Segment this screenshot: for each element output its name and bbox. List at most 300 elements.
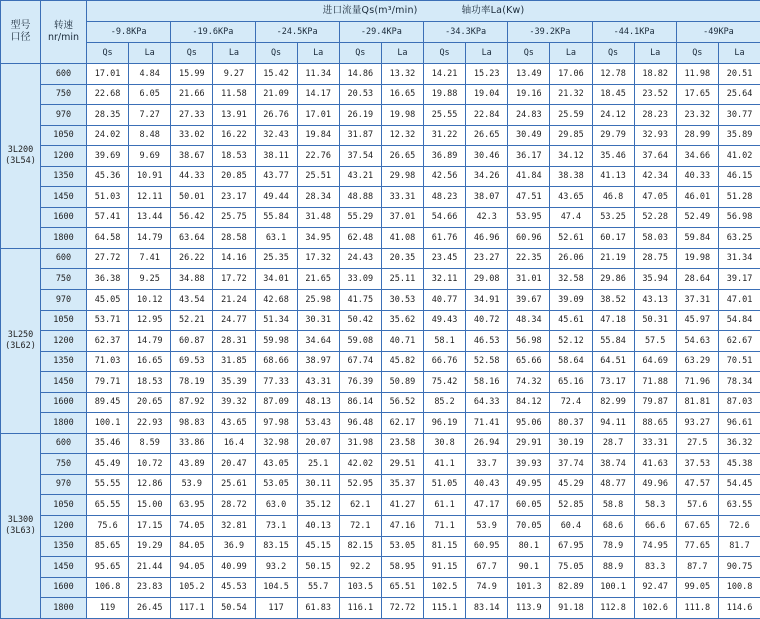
la-value-cell: 71.88 bbox=[634, 372, 676, 393]
la-value-cell: 50.89 bbox=[381, 372, 423, 393]
qs-value-cell: 29.79 bbox=[592, 125, 634, 146]
la-value-cell: 9.27 bbox=[213, 64, 255, 85]
la-value-cell: 31.48 bbox=[297, 207, 339, 228]
qs-value-cell: 53.9 bbox=[171, 474, 213, 495]
qs-value-cell: 41.84 bbox=[508, 166, 550, 187]
table-row bbox=[1, 228, 760, 249]
la-value-cell: 47.05 bbox=[634, 187, 676, 208]
qs-value-cell: 47.51 bbox=[508, 187, 550, 208]
qs-value-cell: 50.42 bbox=[339, 310, 381, 331]
qs-value-cell: 79.71 bbox=[87, 372, 129, 393]
la-value-cell: 74.9 bbox=[466, 577, 508, 598]
table-row bbox=[1, 146, 760, 167]
speed-column-header: 转速 nr/min bbox=[41, 1, 87, 64]
qs-value-cell: 36.89 bbox=[424, 146, 466, 167]
la-value-cell: 36.9 bbox=[213, 536, 255, 557]
qs-value-cell: 30.49 bbox=[508, 125, 550, 146]
table-row bbox=[1, 125, 760, 146]
la-value-cell: 72.6 bbox=[718, 516, 760, 537]
qs-subheader: Qs bbox=[255, 43, 297, 64]
qs-value-cell: 47.18 bbox=[592, 310, 634, 331]
qs-value-cell: 99.05 bbox=[676, 577, 718, 598]
qs-value-cell: 73.17 bbox=[592, 372, 634, 393]
la-value-cell: 29.98 bbox=[381, 166, 423, 187]
la-value-cell: 64.69 bbox=[634, 351, 676, 372]
qs-value-cell: 37.53 bbox=[676, 454, 718, 475]
qs-value-cell: 60.05 bbox=[508, 495, 550, 516]
la-value-cell: 102.6 bbox=[634, 598, 676, 619]
la-value-cell: 40.43 bbox=[466, 474, 508, 495]
qs-value-cell: 34.01 bbox=[255, 269, 297, 290]
qs-value-cell: 53.05 bbox=[255, 474, 297, 495]
qs-value-cell: 72.1 bbox=[339, 516, 381, 537]
qs-value-cell: 71.1 bbox=[424, 516, 466, 537]
la-value-cell: 64.33 bbox=[466, 392, 508, 413]
qs-value-cell: 98.83 bbox=[171, 413, 213, 434]
qs-value-cell: 40.77 bbox=[424, 290, 466, 311]
la-value-cell: 25.64 bbox=[718, 84, 760, 105]
la-value-cell: 28.23 bbox=[634, 105, 676, 126]
qs-value-cell: 44.33 bbox=[171, 166, 213, 187]
table-row bbox=[1, 474, 760, 495]
la-value-cell: 81.7 bbox=[718, 536, 760, 557]
la-value-cell: 25.1 bbox=[297, 454, 339, 475]
la-subheader: La bbox=[466, 43, 508, 64]
qs-value-cell: 78.19 bbox=[171, 372, 213, 393]
qs-value-cell: 91.15 bbox=[424, 557, 466, 578]
la-value-cell: 45.53 bbox=[213, 577, 255, 598]
qs-value-cell: 89.45 bbox=[87, 392, 129, 413]
pressure-header-row bbox=[1, 22, 760, 43]
qs-value-cell: 54.63 bbox=[676, 331, 718, 352]
la-value-cell: 30.46 bbox=[466, 146, 508, 167]
la-value-cell: 14.79 bbox=[129, 228, 171, 249]
qs-value-cell: 71.03 bbox=[87, 351, 129, 372]
qs-value-cell: 32.43 bbox=[255, 125, 297, 146]
speed-cell: 750 bbox=[41, 454, 87, 475]
la-value-cell: 58.03 bbox=[634, 228, 676, 249]
qs-value-cell: 63.29 bbox=[676, 351, 718, 372]
la-value-cell: 32.81 bbox=[213, 516, 255, 537]
la-value-cell: 10.72 bbox=[129, 454, 171, 475]
la-subheader: La bbox=[129, 43, 171, 64]
qs-value-cell: 103.5 bbox=[339, 577, 381, 598]
la-value-cell: 41.63 bbox=[634, 454, 676, 475]
qs-value-cell: 38.52 bbox=[592, 290, 634, 311]
la-value-cell: 47.4 bbox=[550, 207, 592, 228]
qs-value-cell: 24.12 bbox=[592, 105, 634, 126]
qs-value-cell: 15.42 bbox=[255, 64, 297, 85]
la-value-cell: 11.34 bbox=[297, 64, 339, 85]
la-value-cell: 14.16 bbox=[213, 248, 255, 269]
la-value-cell: 53.9 bbox=[466, 516, 508, 537]
la-value-cell: 39.17 bbox=[718, 269, 760, 290]
qs-value-cell: 59.84 bbox=[676, 228, 718, 249]
qs-value-cell: 35.46 bbox=[87, 433, 129, 454]
la-value-cell: 8.48 bbox=[129, 125, 171, 146]
qs-value-cell: 64.58 bbox=[87, 228, 129, 249]
qs-value-cell: 96.19 bbox=[424, 413, 466, 434]
la-value-cell: 52.28 bbox=[634, 207, 676, 228]
qs-value-cell: 40.33 bbox=[676, 166, 718, 187]
qs-value-cell: 113.9 bbox=[508, 598, 550, 619]
la-value-cell: 10.12 bbox=[129, 290, 171, 311]
la-value-cell: 12.86 bbox=[129, 474, 171, 495]
la-value-cell: 82.89 bbox=[550, 577, 592, 598]
subheader-row bbox=[1, 43, 760, 64]
la-value-cell: 47.01 bbox=[718, 290, 760, 311]
la-value-cell: 26.65 bbox=[466, 125, 508, 146]
la-value-cell: 62.17 bbox=[381, 413, 423, 434]
qs-value-cell: 26.19 bbox=[339, 105, 381, 126]
qs-value-cell: 60.17 bbox=[592, 228, 634, 249]
qs-value-cell: 27.5 bbox=[676, 433, 718, 454]
la-value-cell: 21.24 bbox=[213, 290, 255, 311]
qs-value-cell: 68.66 bbox=[255, 351, 297, 372]
la-value-cell: 19.29 bbox=[129, 536, 171, 557]
la-value-cell: 8.59 bbox=[129, 433, 171, 454]
la-value-cell: 45.29 bbox=[550, 474, 592, 495]
table-row bbox=[1, 64, 760, 85]
la-value-cell: 23.27 bbox=[466, 248, 508, 269]
la-value-cell: 28.58 bbox=[213, 228, 255, 249]
qs-value-cell: 41.75 bbox=[339, 290, 381, 311]
speed-cell: 600 bbox=[41, 433, 87, 454]
qs-value-cell: 20.53 bbox=[339, 84, 381, 105]
speed-cell: 1600 bbox=[41, 392, 87, 413]
qs-value-cell: 57.41 bbox=[87, 207, 129, 228]
qs-value-cell: 69.53 bbox=[171, 351, 213, 372]
qs-value-cell: 93.2 bbox=[255, 557, 297, 578]
qs-value-cell: 96.48 bbox=[339, 413, 381, 434]
qs-value-cell: 87.7 bbox=[676, 557, 718, 578]
qs-value-cell: 52.49 bbox=[676, 207, 718, 228]
table-row bbox=[1, 454, 760, 475]
la-value-cell: 100.8 bbox=[718, 577, 760, 598]
qs-subheader: Qs bbox=[171, 43, 213, 64]
qs-value-cell: 70.05 bbox=[508, 516, 550, 537]
model-cell: 3L200 (3L54) bbox=[1, 64, 41, 249]
la-value-cell: 18.53 bbox=[213, 146, 255, 167]
qs-value-cell: 58.1 bbox=[424, 331, 466, 352]
la-value-cell: 16.65 bbox=[129, 351, 171, 372]
qs-value-cell: 61.1 bbox=[424, 495, 466, 516]
qs-value-cell: 48.77 bbox=[592, 474, 634, 495]
qs-value-cell: 17.65 bbox=[676, 84, 718, 105]
la-value-cell: 22.76 bbox=[297, 146, 339, 167]
speed-cell: 1600 bbox=[41, 577, 87, 598]
la-value-cell: 24.77 bbox=[213, 310, 255, 331]
speed-cell: 1350 bbox=[41, 166, 87, 187]
speed-cell: 600 bbox=[41, 248, 87, 269]
qs-value-cell: 104.5 bbox=[255, 577, 297, 598]
qs-value-cell: 13.49 bbox=[508, 64, 550, 85]
la-value-cell: 41.02 bbox=[718, 146, 760, 167]
speed-cell: 1600 bbox=[41, 207, 87, 228]
la-value-cell: 12.32 bbox=[381, 125, 423, 146]
la-value-cell: 13.91 bbox=[213, 105, 255, 126]
qs-value-cell: 56.42 bbox=[171, 207, 213, 228]
la-value-cell: 38.07 bbox=[466, 187, 508, 208]
la-value-cell: 33.31 bbox=[381, 187, 423, 208]
la-value-cell: 41.27 bbox=[381, 495, 423, 516]
la-value-cell: 20.85 bbox=[213, 166, 255, 187]
la-value-cell: 114.6 bbox=[718, 598, 760, 619]
la-value-cell: 45.61 bbox=[550, 310, 592, 331]
qs-value-cell: 30.8 bbox=[424, 433, 466, 454]
la-value-cell: 26.94 bbox=[466, 433, 508, 454]
speed-cell: 1050 bbox=[41, 495, 87, 516]
qs-value-cell: 23.32 bbox=[676, 105, 718, 126]
qs-value-cell: 80.1 bbox=[508, 536, 550, 557]
qs-value-cell: 64.51 bbox=[592, 351, 634, 372]
qs-value-cell: 50.01 bbox=[171, 187, 213, 208]
la-value-cell: 43.31 bbox=[297, 372, 339, 393]
la-value-cell: 43.65 bbox=[550, 187, 592, 208]
qs-value-cell: 52.21 bbox=[171, 310, 213, 331]
la-value-cell: 52.12 bbox=[550, 331, 592, 352]
la-value-cell: 52.85 bbox=[550, 495, 592, 516]
table-row bbox=[1, 598, 760, 619]
la-value-cell: 34.12 bbox=[550, 146, 592, 167]
table-row bbox=[1, 207, 760, 228]
la-value-cell: 74.95 bbox=[634, 536, 676, 557]
qs-value-cell: 56.98 bbox=[508, 331, 550, 352]
la-value-cell: 37.64 bbox=[634, 146, 676, 167]
la-value-cell: 72.4 bbox=[550, 392, 592, 413]
table-row bbox=[1, 248, 760, 269]
qs-value-cell: 49.95 bbox=[508, 474, 550, 495]
la-subheader: La bbox=[634, 43, 676, 64]
qs-value-cell: 47.57 bbox=[676, 474, 718, 495]
la-value-cell: 45.38 bbox=[718, 454, 760, 475]
la-value-cell: 53.43 bbox=[297, 413, 339, 434]
qs-value-cell: 87.92 bbox=[171, 392, 213, 413]
qs-value-cell: 43.21 bbox=[339, 166, 381, 187]
la-value-cell: 42.34 bbox=[634, 166, 676, 187]
la-value-cell: 60.95 bbox=[466, 536, 508, 557]
la-value-cell: 17.06 bbox=[550, 64, 592, 85]
la-value-cell: 21.65 bbox=[297, 269, 339, 290]
la-value-cell: 21.32 bbox=[550, 84, 592, 105]
speed-cell: 1200 bbox=[41, 331, 87, 352]
la-value-cell: 83.3 bbox=[634, 557, 676, 578]
qs-value-cell: 41.1 bbox=[424, 454, 466, 475]
qs-value-cell: 60.96 bbox=[508, 228, 550, 249]
qs-value-cell: 11.98 bbox=[676, 64, 718, 85]
la-value-cell: 71.41 bbox=[466, 413, 508, 434]
qs-value-cell: 21.19 bbox=[592, 248, 634, 269]
qs-value-cell: 21.66 bbox=[171, 84, 213, 105]
la-value-cell: 72.72 bbox=[381, 598, 423, 619]
la-value-cell: 23.58 bbox=[381, 433, 423, 454]
la-value-cell: 15.00 bbox=[129, 495, 171, 516]
la-value-cell: 9.69 bbox=[129, 146, 171, 167]
qs-value-cell: 63.0 bbox=[255, 495, 297, 516]
la-value-cell: 47.17 bbox=[466, 495, 508, 516]
la-value-cell: 18.82 bbox=[634, 64, 676, 85]
la-value-cell: 32.58 bbox=[550, 269, 592, 290]
la-value-cell: 65.16 bbox=[550, 372, 592, 393]
la-value-cell: 26.65 bbox=[381, 146, 423, 167]
qs-value-cell: 94.11 bbox=[592, 413, 634, 434]
la-value-cell: 48.13 bbox=[297, 392, 339, 413]
la-value-cell: 19.98 bbox=[381, 105, 423, 126]
la-value-cell: 63.25 bbox=[718, 228, 760, 249]
qs-value-cell: 86.14 bbox=[339, 392, 381, 413]
qs-value-cell: 100.1 bbox=[87, 413, 129, 434]
speed-cell: 750 bbox=[41, 84, 87, 105]
la-value-cell: 25.61 bbox=[213, 474, 255, 495]
la-subheader: La bbox=[213, 43, 255, 64]
la-value-cell: 58.64 bbox=[550, 351, 592, 372]
qs-value-cell: 46.01 bbox=[676, 187, 718, 208]
la-value-cell: 30.77 bbox=[718, 105, 760, 126]
la-value-cell: 26.06 bbox=[550, 248, 592, 269]
qs-subheader: Qs bbox=[676, 43, 718, 64]
la-value-cell: 39.32 bbox=[213, 392, 255, 413]
la-value-cell: 70.51 bbox=[718, 351, 760, 372]
qs-value-cell: 67.74 bbox=[339, 351, 381, 372]
qs-value-cell: 32.11 bbox=[424, 269, 466, 290]
qs-value-cell: 42.68 bbox=[255, 290, 297, 311]
la-subheader: La bbox=[550, 43, 592, 64]
la-value-cell: 35.62 bbox=[381, 310, 423, 331]
qs-value-cell: 45.36 bbox=[87, 166, 129, 187]
qs-value-cell: 63.64 bbox=[171, 228, 213, 249]
qs-value-cell: 58.8 bbox=[592, 495, 634, 516]
qs-value-cell: 82.15 bbox=[339, 536, 381, 557]
qs-value-cell: 51.03 bbox=[87, 187, 129, 208]
la-value-cell: 23.83 bbox=[129, 577, 171, 598]
la-value-cell: 35.12 bbox=[297, 495, 339, 516]
la-value-cell: 25.59 bbox=[550, 105, 592, 126]
la-value-cell: 55.7 bbox=[297, 577, 339, 598]
model-cell: 3L300 (3L63) bbox=[1, 433, 41, 618]
la-value-cell: 36.32 bbox=[718, 433, 760, 454]
qs-value-cell: 26.76 bbox=[255, 105, 297, 126]
qs-value-cell: 32.98 bbox=[255, 433, 297, 454]
la-value-cell: 33.7 bbox=[466, 454, 508, 475]
power-title: 轴功率La(Kw) bbox=[462, 5, 525, 16]
qs-value-cell: 36.38 bbox=[87, 269, 129, 290]
qs-value-cell: 28.7 bbox=[592, 433, 634, 454]
qs-value-cell: 48.88 bbox=[339, 187, 381, 208]
la-value-cell: 30.11 bbox=[297, 474, 339, 495]
la-value-cell: 58.3 bbox=[634, 495, 676, 516]
la-value-cell: 40.72 bbox=[466, 310, 508, 331]
flow-title: 进口流量Qs(m³/min) bbox=[323, 5, 418, 16]
table-row bbox=[1, 310, 760, 331]
la-value-cell: 28.75 bbox=[634, 248, 676, 269]
la-value-cell: 53.05 bbox=[381, 536, 423, 557]
qs-value-cell: 38.67 bbox=[171, 146, 213, 167]
qs-value-cell: 97.98 bbox=[255, 413, 297, 434]
la-value-cell: 23.52 bbox=[634, 84, 676, 105]
qs-value-cell: 42.02 bbox=[339, 454, 381, 475]
la-value-cell: 7.27 bbox=[129, 105, 171, 126]
speed-cell: 1800 bbox=[41, 598, 87, 619]
table-row bbox=[1, 84, 760, 105]
la-value-cell: 96.61 bbox=[718, 413, 760, 434]
la-value-cell: 30.31 bbox=[297, 310, 339, 331]
speed-cell: 750 bbox=[41, 269, 87, 290]
la-value-cell: 91.18 bbox=[550, 598, 592, 619]
la-value-cell: 34.64 bbox=[297, 331, 339, 352]
table-row bbox=[1, 331, 760, 352]
qs-value-cell: 26.22 bbox=[171, 248, 213, 269]
qs-value-cell: 95.06 bbox=[508, 413, 550, 434]
qs-value-cell: 14.86 bbox=[339, 64, 381, 85]
la-value-cell: 11.58 bbox=[213, 84, 255, 105]
qs-value-cell: 83.15 bbox=[255, 536, 297, 557]
qs-value-cell: 31.01 bbox=[508, 269, 550, 290]
la-value-cell: 50.31 bbox=[634, 310, 676, 331]
qs-value-cell: 43.54 bbox=[171, 290, 213, 311]
la-value-cell: 37.74 bbox=[550, 454, 592, 475]
qs-subheader: Qs bbox=[339, 43, 381, 64]
speed-cell: 1050 bbox=[41, 310, 87, 331]
la-value-cell: 57.5 bbox=[634, 331, 676, 352]
la-value-cell: 31.34 bbox=[718, 248, 760, 269]
qs-value-cell: 52.95 bbox=[339, 474, 381, 495]
qs-value-cell: 75.6 bbox=[87, 516, 129, 537]
la-value-cell: 35.37 bbox=[381, 474, 423, 495]
qs-value-cell: 59.98 bbox=[255, 331, 297, 352]
table-row bbox=[1, 372, 760, 393]
la-value-cell: 35.94 bbox=[634, 269, 676, 290]
qs-value-cell: 74.05 bbox=[171, 516, 213, 537]
la-value-cell: 58.16 bbox=[466, 372, 508, 393]
la-value-cell: 83.14 bbox=[466, 598, 508, 619]
la-value-cell: 54.84 bbox=[718, 310, 760, 331]
qs-value-cell: 65.66 bbox=[508, 351, 550, 372]
qs-value-cell: 102.5 bbox=[424, 577, 466, 598]
qs-value-cell: 68.6 bbox=[592, 516, 634, 537]
speed-cell: 1800 bbox=[41, 413, 87, 434]
qs-value-cell: 77.65 bbox=[676, 536, 718, 557]
la-value-cell: 78.34 bbox=[718, 372, 760, 393]
la-value-cell: 14.79 bbox=[129, 331, 171, 352]
la-value-cell: 63.55 bbox=[718, 495, 760, 516]
la-subheader: La bbox=[297, 43, 339, 64]
la-value-cell: 40.99 bbox=[213, 557, 255, 578]
qs-value-cell: 63.1 bbox=[255, 228, 297, 249]
la-value-cell: 18.53 bbox=[129, 372, 171, 393]
qs-subheader: Qs bbox=[508, 43, 550, 64]
qs-value-cell: 82.99 bbox=[592, 392, 634, 413]
qs-value-cell: 106.8 bbox=[87, 577, 129, 598]
qs-value-cell: 33.02 bbox=[171, 125, 213, 146]
la-value-cell: 13.32 bbox=[381, 64, 423, 85]
la-value-cell: 25.98 bbox=[297, 290, 339, 311]
qs-value-cell: 17.01 bbox=[87, 64, 129, 85]
qs-value-cell: 54.66 bbox=[424, 207, 466, 228]
speed-cell: 970 bbox=[41, 290, 87, 311]
speed-cell: 1800 bbox=[41, 228, 87, 249]
la-value-cell: 4.84 bbox=[129, 64, 171, 85]
qs-value-cell: 36.17 bbox=[508, 146, 550, 167]
table-row bbox=[1, 166, 760, 187]
la-value-cell: 56.98 bbox=[718, 207, 760, 228]
qs-value-cell: 59.08 bbox=[339, 331, 381, 352]
table-row bbox=[1, 495, 760, 516]
table-row bbox=[1, 269, 760, 290]
la-value-cell: 52.58 bbox=[466, 351, 508, 372]
speed-cell: 1350 bbox=[41, 351, 87, 372]
la-value-cell: 22.84 bbox=[466, 105, 508, 126]
table-row bbox=[1, 187, 760, 208]
